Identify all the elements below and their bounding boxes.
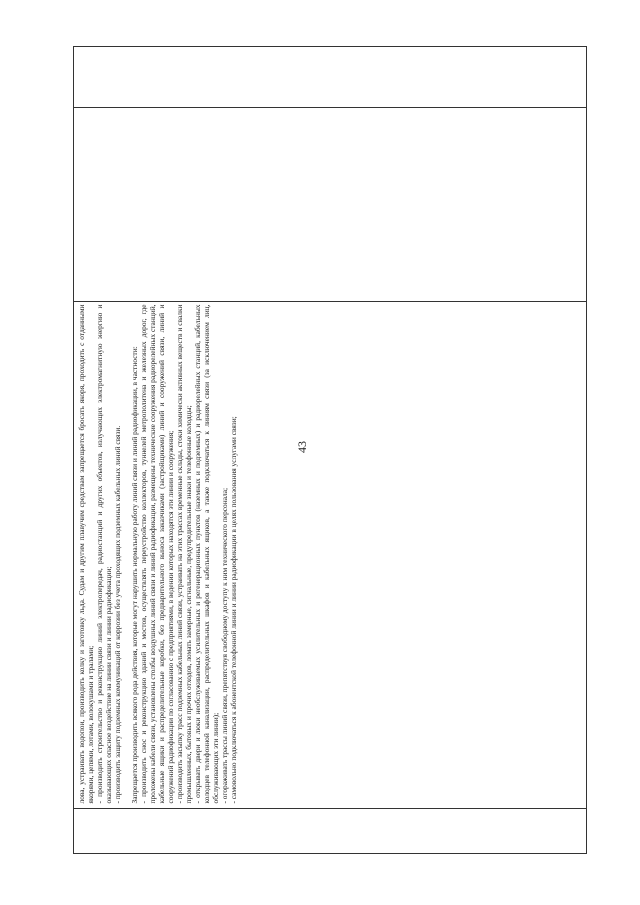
page-number: 43 [295,441,309,453]
paragraph: - огораживать трассы линий связи, препятствуя свободному доступу к ним технического персонала; [220,487,229,804]
paragraph: Запрещается производить всякого рода действия, которые могут нарушить нормальную работу линий связи и линий радиофикации, в частности: [130,346,139,804]
paragraph: - самовольно подключаться к абонентской телефонной линии и линии радиофикации в целях пользования услугами связи; [229,416,238,804]
table-row-divider [74,107,586,108]
paragraph: - производить засыпку трасс подземных кабельных линий связи, устраивать на этих трассах временные склады, стоки химически активных веществ и свалки промышленных, бытовых и прочих отходов, ломать замерные, сигнальные, предупредительные знаки и телефонные колодцы; [175,304,193,804]
paragraph: лова, устраивать водопои, производить колку и заготовку льда. Судам и другим плавучим средствам запрещается бросать якоря, проходить с отданными якорями, цепями, лотами, волокушами и тралами; [77,304,95,804]
paragraph: - производить снос и реконструкцию зданий и мостов, осуществлять переустройство коллекторов, туннелей метрополитена и железных дорог, где проложены кабели связи, установлены столбы воздушных линий связи и линий радиофикации, размещены технические сооружения радиорелейных станций, кабельные ящики и распределительные коробки, без предварительного выноса заказчиками (застройщиками) линий и сооружений связи, линий и сооружений радиофикации по согласованию с предприятиями, в ведении которых находятся эти линии и сооружения; [139,304,175,804]
rotated-text-block [73,301,587,808]
paragraph: - производить защиту подземных коммуникаций от коррозии без учета проходящих подземных кабельных линий связи. [113,425,122,804]
table-row-divider [74,808,586,809]
paragraph: - открывать двери и люки необслуживаемых усилительных и регенерационных пунктов (наземных и подземных) и радиорелейных станций, кабельных колодцев телефонной канализации, распределительных шкафов и кабельных ящиков, а также подключаться к линиям связи (за исключением лиц, обслуживающих эти линии); [193,304,220,804]
paragraph: - производить строительство и реконструкцию линий электропередач, радиостанций и других объектов, излучающих электромагнитную энергию и оказывающих опасное воздействие на линии связи и линии радиофикации; [95,304,113,804]
paragraph-gap [122,305,130,804]
